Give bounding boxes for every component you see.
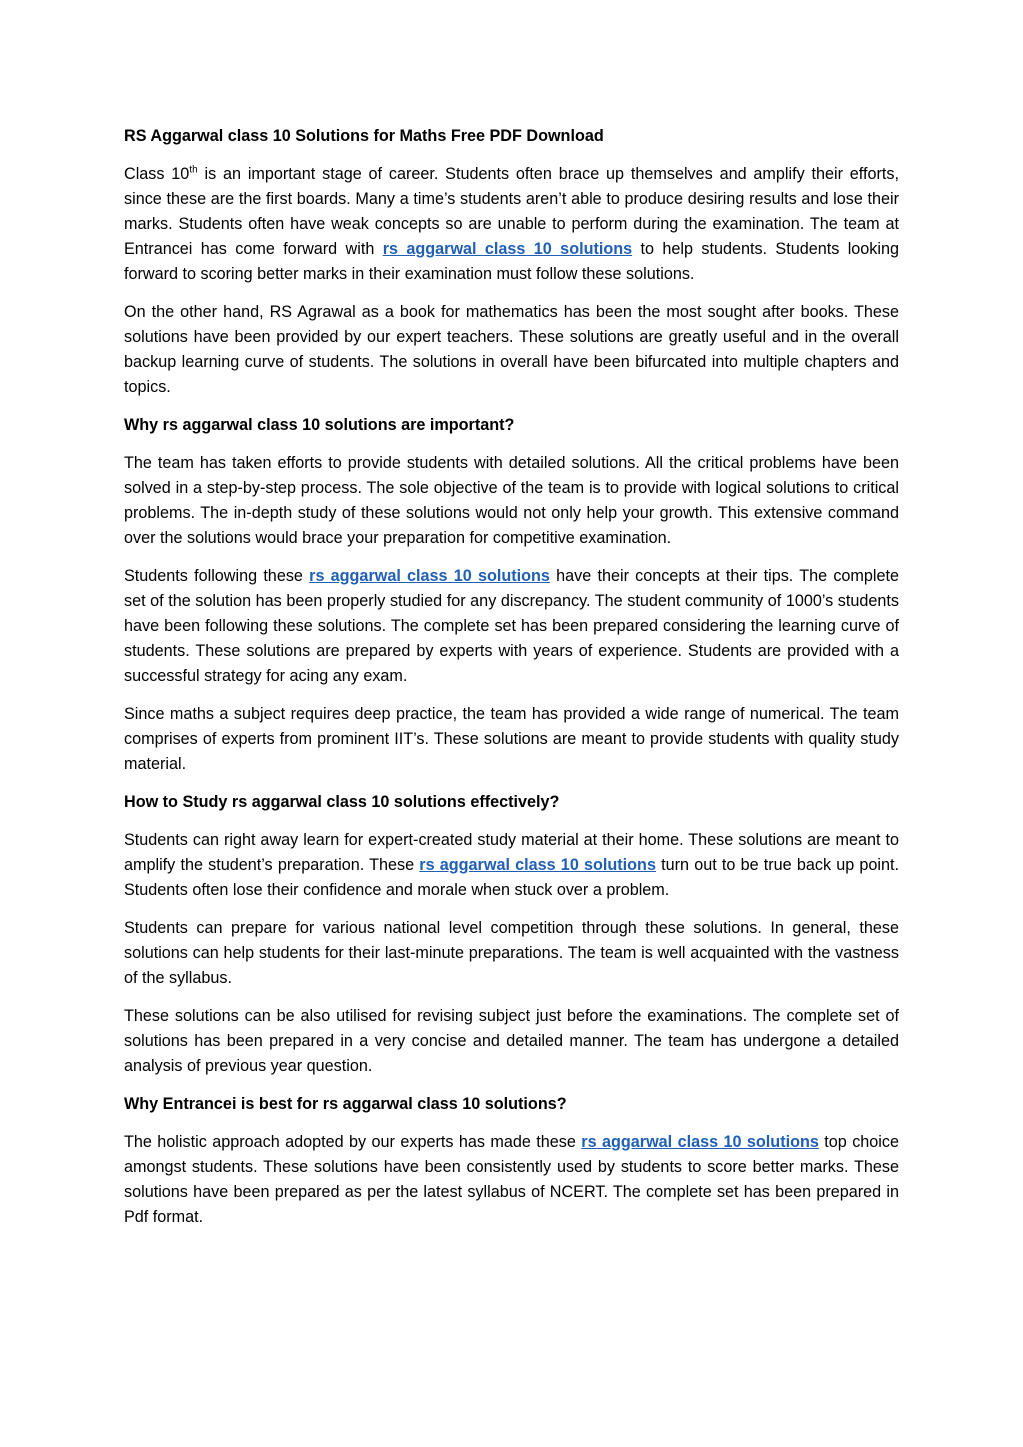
solutions-link-1[interactable]: rs aggarwal class 10 solutions <box>382 240 633 258</box>
home-text-end: turn out to be true back up point. Students often lose their confidence and morale when stuck over a problem. <box>124 856 900 899</box>
solutions-link-3[interactable]: rs aggarwal class 10 solutions <box>419 856 656 874</box>
intro-text-middle: is an important stage of career. Students often brace up themselves and amplify their efforts, since these are the first boards. Many a time’s students aren’t able to produce desiring results and lose their marks. Students often have weak concepts so are unable to perform during the examination. The team at Entrancei has come forward with <box>124 165 899 258</box>
heading-why-important: Why rs aggarwal class 10 solutions are important? <box>124 416 515 434</box>
intro-text-end: to help students. Students looking forward to scoring better marks in their examination must follow these solutions. <box>124 240 899 283</box>
following-text-end: have their concepts at their tips. The complete set of the solution has been properly studied for any discrepancy. The student community of 1000’s students have been following these solutions. The complete set has been prepared considering the learning curve of students. These solutions are prepared by experts with years of experience. Students are provided with a successful strategy for acing any exam. <box>124 567 900 685</box>
intro-text-start: Class 10 <box>124 165 190 183</box>
paragraph-deep-practice: Since maths a subject requires deep practice, the team has provided a wide range of numerical. The team comprises of experts from prominent IIT’s. These solutions are meant to provide students with quality study material. <box>124 705 899 773</box>
holistic-text-end: top choice amongst students. These solutions have been consistently used by students to score better marks. These solutions have been prepared as per the latest syllabus of NCERT. The complete set has been prepared in Pdf format. <box>124 1133 899 1226</box>
holistic-text-start: The holistic approach adopted by our experts has made these <box>124 1133 582 1151</box>
paragraph-detailed-solutions: The team has taken efforts to provide students with detailed solutions. All the critical problems have been solved in a step-by-step process. The sole objective of the team is to provide with logical solutions to critical problems. The in-depth study of these solutions would not only help your growth. This extensive command over the solutions would brace your preparation for competitive examination. <box>124 454 899 547</box>
heading-how-to-study: How to Study rs aggarwal class 10 solutions effectively? <box>124 793 560 811</box>
paragraph-revision: These solutions can be also utilised for revising subject just before the examinations. The complete set of solutions has been prepared in a very concise and detailed manner. The team has undergone a detailed analysis of previous year question. <box>124 1007 899 1075</box>
paragraph-holistic-approach <box>124 1130 899 1230</box>
heading-why-entrancei: Why Entrancei is best for rs aggarwal class 10 solutions? <box>124 1095 567 1113</box>
document-title: RS Aggarwal class 10 Solutions for Maths Free PDF Download <box>124 127 604 145</box>
solutions-link-4[interactable]: rs aggarwal class 10 solutions <box>581 1133 819 1151</box>
paragraph-book-overview: On the other hand, RS Agrawal as a book for mathematics has been the most sought after books. These solutions have been provided by our expert teachers. These solutions are greatly useful and in the overall backup learning curve of students. The solutions in overall have been bifurcated into multiple chapters and topics. <box>124 303 899 396</box>
document-page <box>124 124 899 1243</box>
home-text-start: Students can right away learn for expert-created study material at their home. These solutions are meant to amplify the student’s preparation. These <box>124 831 899 874</box>
paragraph-competition: Students can prepare for various national level competition through these solutions. In general, these solutions can help students for their last-minute preparations. The team is well acquainted with the vastness of the syllabus. <box>124 919 899 987</box>
following-text-start: Students following these <box>124 567 310 585</box>
paragraph-intro <box>124 162 899 287</box>
paragraph-students-following <box>124 564 899 689</box>
solutions-link-2[interactable]: rs aggarwal class 10 solutions <box>309 567 550 585</box>
paragraph-learn-at-home <box>124 828 899 903</box>
superscript-th: th <box>189 164 198 176</box>
